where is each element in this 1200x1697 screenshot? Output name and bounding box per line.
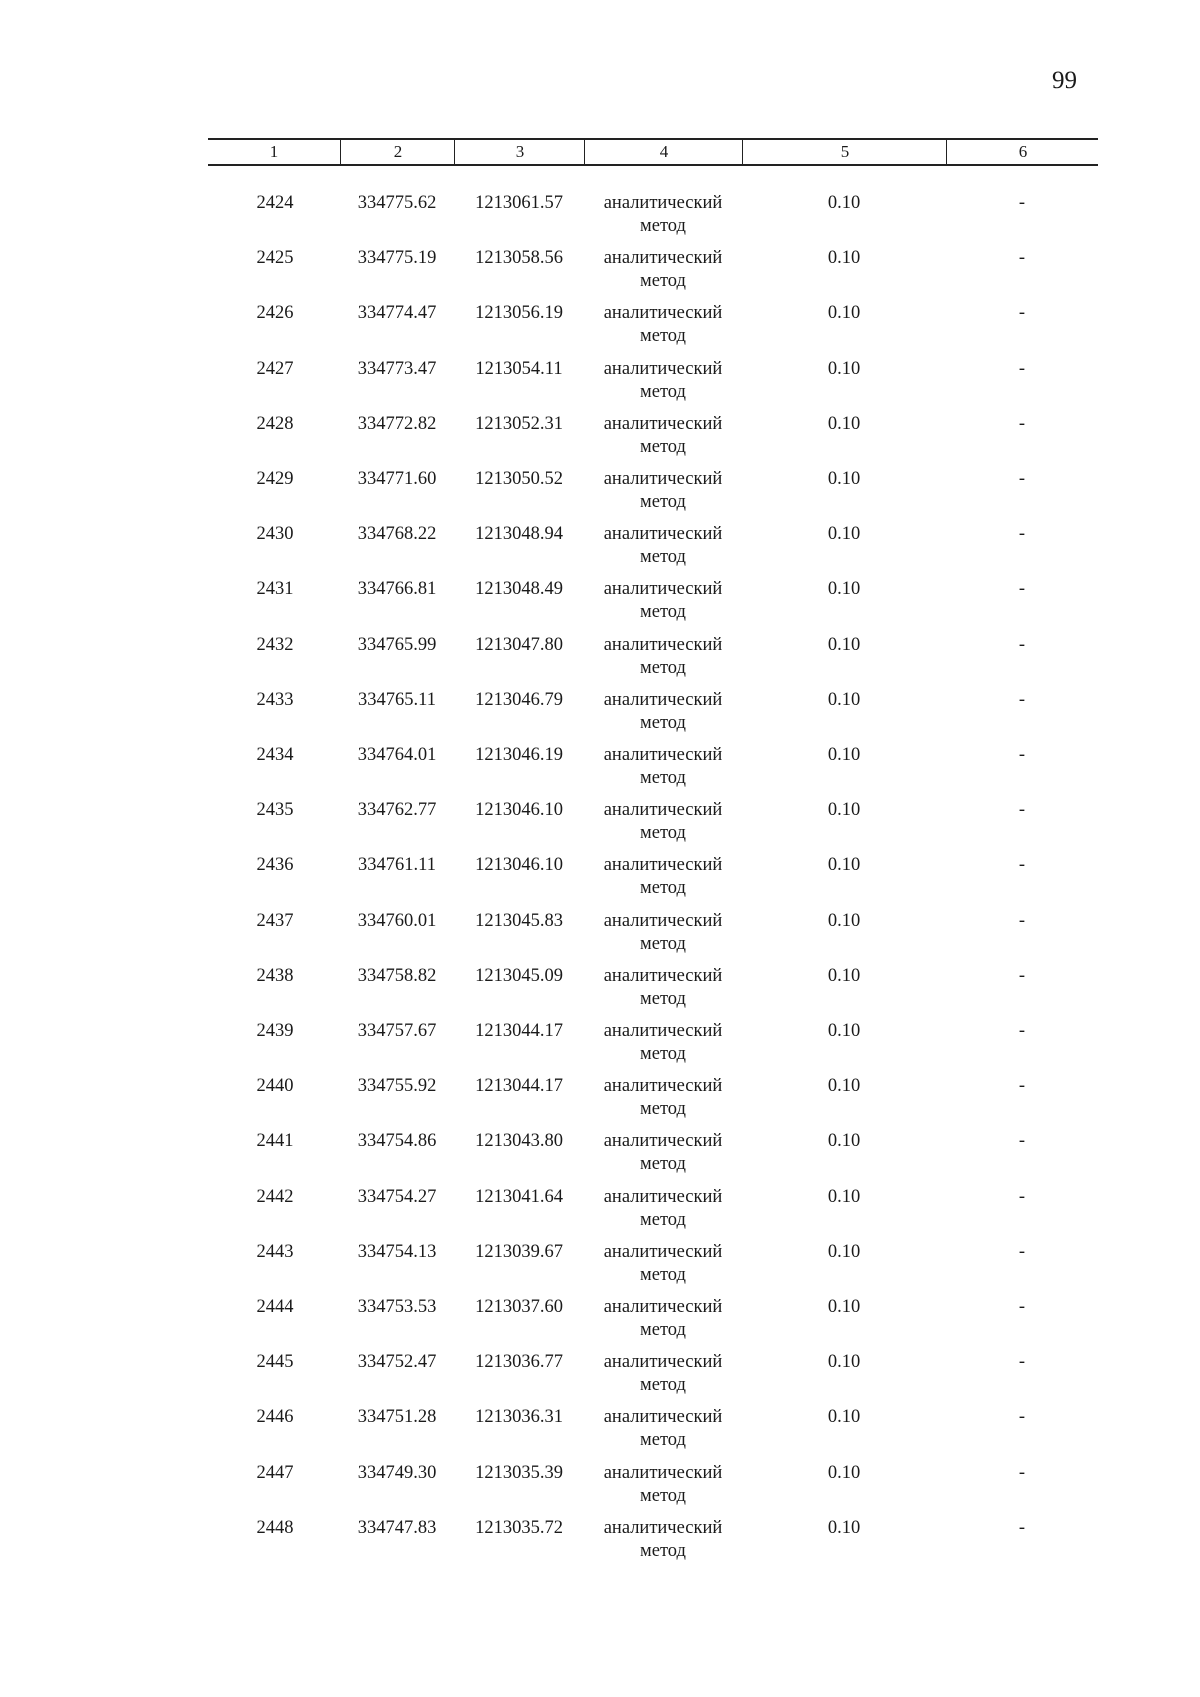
note: -	[1018, 193, 1026, 213]
row-number: 2435	[256, 800, 294, 821]
y-coordinate: 1213036.77	[475, 1352, 563, 1373]
note: -	[1018, 800, 1026, 821]
method-line-1: аналитический	[603, 358, 723, 379]
accuracy: 0.10	[827, 1462, 861, 1483]
note: -	[1018, 303, 1026, 324]
row-number: 2431	[256, 579, 294, 600]
method-line-2: метод	[640, 602, 686, 623]
table-header	[208, 138, 1098, 166]
method-line-1: аналитический	[603, 634, 723, 655]
table-row	[0, 523, 1200, 578]
table-row	[0, 689, 1200, 744]
table-row	[0, 247, 1200, 302]
note: -	[1018, 1021, 1026, 1041]
accuracy: 0.10	[827, 1076, 861, 1097]
method-line-2: метод	[640, 1320, 686, 1340]
x-coordinate: 334760.01	[357, 910, 437, 931]
table-row	[0, 744, 1200, 799]
y-coordinate: 1213037.60	[475, 1297, 563, 1317]
y-coordinate: 1213061.57	[475, 193, 563, 213]
method-line-1: аналитический	[603, 524, 723, 545]
method-line-1: аналитический	[603, 1131, 723, 1152]
table-row	[0, 1296, 1200, 1351]
method-line-2: метод	[640, 547, 686, 568]
accuracy: 0.10	[827, 689, 861, 710]
note: -	[1018, 1517, 1026, 1538]
table-row	[0, 1020, 1200, 1075]
method-line-1: аналитический	[603, 855, 723, 876]
x-coordinate: 334751.28	[357, 1407, 437, 1428]
x-coordinate: 334747.83	[357, 1517, 437, 1538]
method-line-1: аналитический	[603, 1407, 723, 1428]
table-row	[0, 468, 1200, 523]
y-coordinate: 1213046.10	[475, 855, 563, 876]
method-line-1: аналитический	[603, 1462, 723, 1483]
table-row	[0, 1130, 1200, 1185]
table-row	[0, 1075, 1200, 1130]
accuracy: 0.10	[827, 1352, 861, 1373]
method-line-1: аналитический	[603, 413, 723, 434]
x-coordinate: 334762.77	[357, 800, 437, 821]
accuracy: 0.10	[827, 910, 861, 931]
table-row	[0, 1517, 1200, 1572]
method-line-1: аналитический	[603, 1352, 723, 1373]
accuracy: 0.10	[827, 634, 861, 655]
note: -	[1018, 910, 1026, 931]
y-coordinate: 1213041.64	[475, 1186, 563, 1207]
method-line-1: аналитический	[603, 1076, 723, 1097]
note: -	[1018, 579, 1026, 600]
table-row	[0, 1241, 1200, 1296]
row-number: 2447	[256, 1462, 294, 1483]
column-header-4: 4	[584, 140, 743, 164]
method-line-1: аналитический	[603, 1241, 723, 1262]
row-number: 2430	[256, 524, 294, 545]
note: -	[1018, 689, 1026, 710]
row-number: 2426	[256, 303, 294, 324]
y-coordinate: 1213045.09	[475, 965, 563, 986]
note: -	[1018, 1352, 1026, 1373]
accuracy: 0.10	[827, 965, 861, 986]
method-line-1: аналитический	[603, 965, 723, 986]
y-coordinate: 1213035.72	[475, 1517, 563, 1538]
accuracy: 0.10	[827, 1241, 861, 1262]
y-coordinate: 1213039.67	[475, 1241, 563, 1262]
method-line-2: метод	[640, 1375, 686, 1396]
y-coordinate: 1213046.79	[475, 689, 563, 710]
row-number: 2433	[256, 689, 294, 710]
row-number: 2444	[256, 1297, 294, 1317]
method-line-2: метод	[640, 878, 686, 899]
method-line-1: аналитический	[603, 579, 723, 600]
method-line-1: аналитический	[603, 910, 723, 931]
note: -	[1018, 358, 1026, 379]
x-coordinate: 334773.47	[357, 358, 437, 379]
y-coordinate: 1213050.52	[475, 469, 563, 489]
row-number: 2446	[256, 1407, 294, 1428]
note: -	[1018, 634, 1026, 655]
table-row	[0, 1462, 1200, 1517]
x-coordinate: 334765.11	[358, 689, 436, 710]
method-line-1: аналитический	[603, 469, 723, 489]
method-line-1: аналитический	[603, 689, 723, 710]
y-coordinate: 1213047.80	[475, 634, 563, 655]
method-line-2: метод	[640, 1540, 686, 1561]
method-line-2: метод	[640, 436, 686, 457]
page-number: 99	[1052, 67, 1077, 94]
accuracy: 0.10	[827, 524, 861, 545]
x-coordinate: 334771.60	[357, 469, 437, 489]
row-number: 2445	[256, 1352, 294, 1373]
accuracy: 0.10	[827, 1407, 861, 1428]
row-number: 2427	[256, 358, 294, 379]
method-line-1: аналитический	[603, 303, 723, 324]
x-coordinate: 334775.62	[357, 193, 437, 213]
x-coordinate: 334761.11	[358, 855, 436, 876]
note: -	[1018, 1186, 1026, 1207]
method-line-2: метод	[640, 1264, 686, 1285]
row-number: 2439	[256, 1021, 294, 1041]
table-row	[0, 1186, 1200, 1241]
accuracy: 0.10	[827, 800, 861, 821]
method-line-2: метод	[640, 768, 686, 788]
note: -	[1018, 965, 1026, 986]
method-line-2: метод	[640, 823, 686, 844]
method-line-2: метод	[640, 326, 686, 347]
table-row	[0, 634, 1200, 689]
y-coordinate: 1213045.83	[475, 910, 563, 931]
x-coordinate: 334749.30	[357, 1462, 437, 1483]
row-number: 2428	[256, 413, 294, 434]
y-coordinate: 1213043.80	[475, 1131, 563, 1152]
accuracy: 0.10	[827, 579, 861, 600]
row-number: 2424	[256, 193, 294, 213]
note: -	[1018, 413, 1026, 434]
x-coordinate: 334775.19	[357, 248, 437, 269]
method-line-2: метод	[640, 1099, 686, 1120]
y-coordinate: 1213054.11	[475, 358, 563, 379]
row-number: 2425	[256, 248, 294, 269]
accuracy: 0.10	[827, 1517, 861, 1538]
y-coordinate: 1213052.31	[475, 413, 563, 434]
note: -	[1018, 1076, 1026, 1097]
x-coordinate: 334768.22	[357, 524, 437, 545]
y-coordinate: 1213044.17	[475, 1021, 563, 1041]
accuracy: 0.10	[827, 1186, 861, 1207]
table-row	[0, 965, 1200, 1020]
y-coordinate: 1213036.31	[475, 1407, 563, 1428]
method-line-2: метод	[640, 1430, 686, 1451]
note: -	[1018, 1297, 1026, 1317]
note: -	[1018, 745, 1026, 765]
table-row	[0, 358, 1200, 413]
table-row	[0, 910, 1200, 965]
x-coordinate: 334758.82	[357, 965, 437, 986]
column-header-2: 2	[340, 140, 455, 164]
note: -	[1018, 1241, 1026, 1262]
note: -	[1018, 855, 1026, 876]
x-coordinate: 334753.53	[357, 1297, 437, 1317]
y-coordinate: 1213056.19	[475, 303, 563, 324]
row-number: 2434	[256, 745, 294, 765]
accuracy: 0.10	[827, 855, 861, 876]
x-coordinate: 334757.67	[357, 1021, 437, 1041]
row-number: 2429	[256, 469, 294, 489]
x-coordinate: 334754.13	[357, 1241, 437, 1262]
y-coordinate: 1213035.39	[475, 1462, 563, 1483]
method-line-2: метод	[640, 1209, 686, 1230]
accuracy: 0.10	[827, 1021, 861, 1041]
method-line-1: аналитический	[603, 193, 723, 213]
accuracy: 0.10	[827, 745, 861, 765]
note: -	[1018, 1131, 1026, 1152]
column-header-3: 3	[454, 140, 585, 164]
y-coordinate: 1213048.49	[475, 579, 563, 600]
table-row	[0, 799, 1200, 854]
row-number: 2438	[256, 965, 294, 986]
row-number: 2441	[256, 1131, 294, 1152]
row-number: 2443	[256, 1241, 294, 1262]
accuracy: 0.10	[827, 358, 861, 379]
table-row	[0, 192, 1200, 247]
accuracy: 0.10	[827, 193, 861, 213]
method-line-2: метод	[640, 381, 686, 402]
x-coordinate: 334772.82	[357, 413, 437, 434]
method-line-1: аналитический	[603, 1186, 723, 1207]
method-line-2: метод	[640, 216, 686, 236]
method-line-2: метод	[640, 1485, 686, 1506]
row-number: 2437	[256, 910, 294, 931]
accuracy: 0.10	[827, 469, 861, 489]
method-line-1: аналитический	[603, 800, 723, 821]
table-row	[0, 578, 1200, 633]
x-coordinate: 334766.81	[357, 579, 437, 600]
accuracy: 0.10	[827, 303, 861, 324]
y-coordinate: 1213058.56	[475, 248, 563, 269]
note: -	[1018, 1407, 1026, 1428]
table-row	[0, 854, 1200, 909]
method-line-1: аналитический	[603, 1517, 723, 1538]
accuracy: 0.10	[827, 413, 861, 434]
note: -	[1018, 469, 1026, 489]
row-number: 2436	[256, 855, 294, 876]
column-header-6: 6	[946, 140, 1099, 164]
y-coordinate: 1213046.19	[475, 745, 563, 765]
column-header-1: 1	[269, 142, 279, 161]
method-line-1: аналитический	[603, 248, 723, 269]
table-row	[0, 1351, 1200, 1406]
table-row	[0, 302, 1200, 357]
y-coordinate: 1213048.94	[475, 524, 563, 545]
x-coordinate: 334755.92	[357, 1076, 437, 1097]
row-number: 2442	[256, 1186, 294, 1207]
x-coordinate: 334754.27	[357, 1186, 437, 1207]
table-row	[0, 1406, 1200, 1461]
accuracy: 0.10	[827, 1297, 861, 1317]
x-coordinate: 334764.01	[357, 745, 437, 765]
method-line-2: метод	[640, 492, 686, 512]
method-line-1: аналитический	[603, 1297, 723, 1317]
accuracy: 0.10	[827, 248, 861, 269]
x-coordinate: 334754.86	[357, 1131, 437, 1152]
x-coordinate: 334765.99	[357, 634, 437, 655]
y-coordinate: 1213046.10	[475, 800, 563, 821]
method-line-2: метод	[640, 271, 686, 292]
y-coordinate: 1213044.17	[475, 1076, 563, 1097]
note: -	[1018, 1462, 1026, 1483]
method-line-1: аналитический	[603, 1021, 723, 1041]
column-header-5: 5	[742, 140, 947, 164]
x-coordinate: 334752.47	[357, 1352, 437, 1373]
x-coordinate: 334774.47	[357, 303, 437, 324]
row-number: 2432	[256, 634, 294, 655]
note: -	[1018, 524, 1026, 545]
table-row	[0, 413, 1200, 468]
method-line-2: метод	[640, 933, 686, 954]
method-line-2: метод	[640, 1044, 686, 1064]
method-line-2: метод	[640, 1154, 686, 1175]
method-line-2: метод	[640, 988, 686, 1009]
row-number: 2448	[256, 1517, 294, 1538]
method-line-2: метод	[640, 712, 686, 733]
accuracy: 0.10	[827, 1131, 861, 1152]
note: -	[1018, 248, 1026, 269]
row-number: 2440	[256, 1076, 294, 1097]
method-line-1: аналитический	[603, 745, 723, 765]
method-line-2: метод	[640, 657, 686, 678]
